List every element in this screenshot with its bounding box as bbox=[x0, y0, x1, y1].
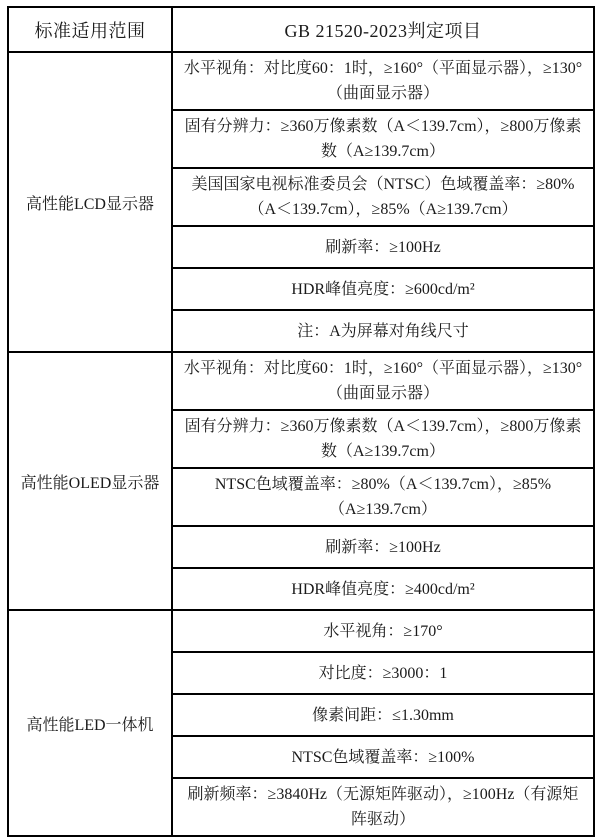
scope-cell-lcd: 高性能LCD显示器 bbox=[8, 52, 172, 352]
criteria-cell-led-pixel-pitch: 像素间距：≤1.30mm bbox=[172, 694, 594, 736]
criteria-cell-oled-ntsc-gamut: NTSC色域覆盖率：≥80%（A＜139.7cm），≥85%（A≥139.7cm） bbox=[172, 468, 594, 526]
table-row bbox=[8, 52, 594, 110]
standards-table bbox=[7, 6, 595, 837]
criteria-cell-lcd-refresh-rate: 刷新率：≥100Hz bbox=[172, 226, 594, 268]
table-row bbox=[8, 610, 594, 652]
criteria-cell-lcd-resolution: 固有分辨力：≥360万像素数（A＜139.7cm），≥800万像素数（A≥139.7cm） bbox=[172, 110, 594, 168]
scope-column-header: 标准适用范围 bbox=[8, 7, 172, 52]
criteria-cell-lcd-note: 注：A为屏幕对角线尺寸 bbox=[172, 310, 594, 352]
criteria-cell-led-viewing-angle: 水平视角：≥170° bbox=[172, 610, 594, 652]
criteria-cell-oled-refresh-rate: 刷新率：≥100Hz bbox=[172, 526, 594, 568]
table-header-row bbox=[8, 7, 594, 52]
scope-cell-oled: 高性能OLED显示器 bbox=[8, 352, 172, 610]
criteria-cell-lcd-ntsc-gamut: 美国国家电视标准委员会（NTSC）色域覆盖率：≥80%（A＜139.7cm），≥85%（A≥139.7cm） bbox=[172, 168, 594, 226]
criteria-cell-oled-viewing-angle: 水平视角：对比度60：1时，≥160°（平面显示器），≥130°（曲面显示器） bbox=[172, 352, 594, 410]
project-column-header: GB 21520-2023判定项目 bbox=[172, 7, 594, 52]
criteria-cell-led-ntsc-gamut: NTSC色域覆盖率：≥100% bbox=[172, 736, 594, 778]
criteria-cell-oled-resolution: 固有分辨力：≥360万像素数（A＜139.7cm），≥800万像素数（A≥139.7cm） bbox=[172, 410, 594, 468]
criteria-cell-led-refresh-frequency: 刷新频率：≥3840Hz（无源矩阵驱动），≥100Hz（有源矩阵驱动） bbox=[172, 778, 594, 836]
criteria-cell-lcd-hdr-luminance: HDR峰值亮度：≥600cd/m² bbox=[172, 268, 594, 310]
criteria-cell-led-contrast: 对比度：≥3000：1 bbox=[172, 652, 594, 694]
scope-cell-led: 高性能LED一体机 bbox=[8, 610, 172, 836]
criteria-cell-lcd-viewing-angle: 水平视角：对比度60：1时，≥160°（平面显示器），≥130°（曲面显示器） bbox=[172, 52, 594, 110]
criteria-cell-oled-hdr-luminance: HDR峰值亮度：≥400cd/m² bbox=[172, 568, 594, 610]
table-row bbox=[8, 352, 594, 410]
